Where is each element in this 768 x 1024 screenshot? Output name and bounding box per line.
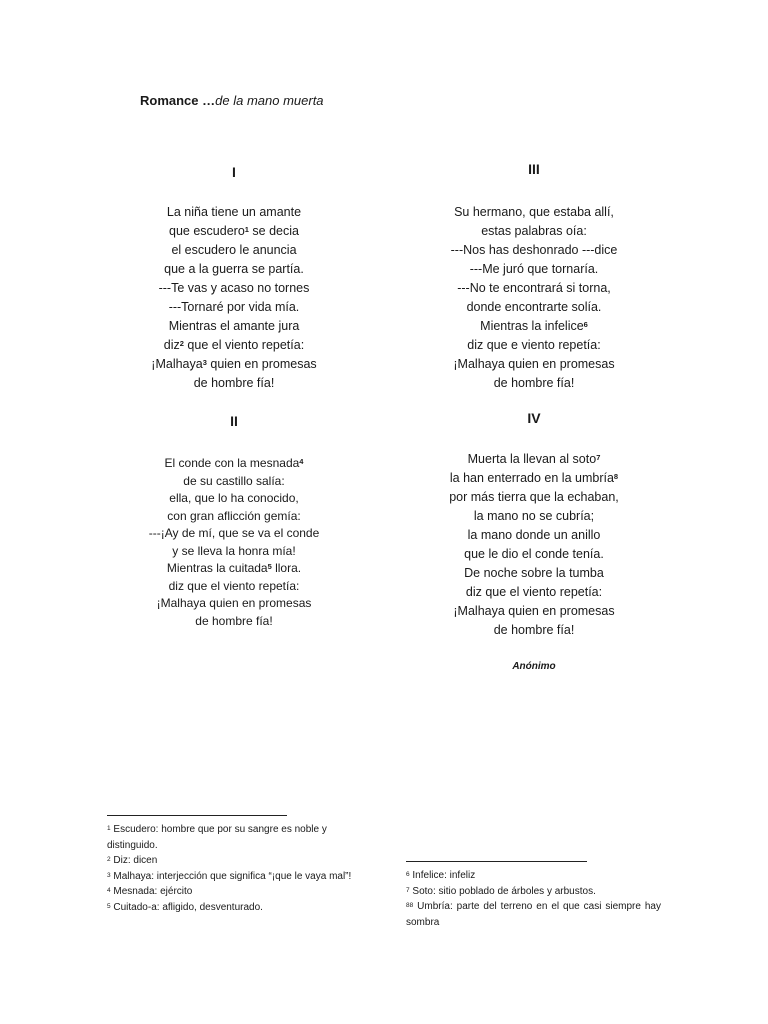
verse-text: y se lleva la honra mía! — [172, 543, 296, 558]
verse-line — [104, 473, 364, 491]
stanza-block-ii — [104, 413, 364, 630]
verse-text: El conde con la mesnada — [164, 456, 300, 470]
footnote-number: 2 — [107, 856, 111, 863]
verse-text-continued: llora. — [271, 561, 302, 575]
verse-text: ¡Malhaya quien en promesas — [453, 604, 615, 618]
footnote-divider-left — [107, 815, 287, 816]
verse-text: por más tierra que la echaban, — [449, 490, 619, 504]
poem-title — [140, 93, 324, 108]
verse-line — [104, 260, 364, 279]
footnotes-right — [406, 868, 661, 930]
verse-line — [404, 336, 664, 355]
footnote-number: 7 — [406, 886, 410, 894]
footnote — [107, 822, 365, 853]
footnote-ref: 1 — [244, 225, 249, 234]
footnote — [107, 853, 365, 869]
verse-line — [404, 374, 664, 393]
verse-text: La niña tiene un amante — [166, 205, 302, 219]
verse-line — [404, 602, 664, 621]
verse-text: ---Me juró que tornaría. — [469, 262, 599, 276]
verse-line — [104, 336, 364, 355]
verse-text: de su castillo salía: — [183, 473, 285, 488]
verse-text: estas palabras oía: — [481, 224, 587, 238]
verse-text: diz — [163, 338, 180, 352]
verse-line — [404, 526, 664, 545]
verse-text: Su hermano, que estaba allí, — [454, 205, 614, 219]
stanza-numeral: IV — [527, 410, 541, 426]
verse-line — [104, 317, 364, 336]
verse-line — [104, 455, 364, 473]
verse-line — [404, 564, 664, 583]
author-signature: Anónimo — [512, 661, 556, 672]
footnote — [107, 869, 365, 885]
footnote-divider-right — [406, 861, 587, 862]
verse-text: donde encontrarte solía. — [466, 300, 602, 314]
verse-text: de hombre fía! — [193, 376, 275, 390]
verse-line — [104, 543, 364, 561]
verse-text: diz que el viento repetía: — [465, 585, 603, 599]
verse-text: de hombre fía! — [195, 613, 273, 628]
stanza-lines — [404, 450, 664, 640]
verse-text: el escudero le anuncia — [171, 243, 297, 257]
verse-line — [404, 507, 664, 526]
footnote-ref: 7 — [596, 453, 601, 462]
title-italic: de la mano muerta — [215, 93, 324, 108]
verse-text: Muerta la llevan al soto — [467, 452, 597, 466]
verse-line — [404, 222, 664, 241]
footnote-number: 3 — [107, 871, 111, 879]
stanza-lines — [104, 203, 364, 393]
stanza-block-iv — [404, 410, 664, 640]
verse-line — [104, 355, 364, 374]
footnote-number: 88 — [406, 902, 414, 909]
verse-text: ---Nos has deshonrado ---dice — [450, 243, 618, 257]
stanza-lines — [404, 203, 664, 393]
verse-text: de hombre fía! — [493, 623, 575, 637]
verse-line — [404, 545, 664, 564]
footnote-ref: 4 — [299, 457, 304, 466]
verse-line — [404, 241, 664, 260]
verse-line — [104, 203, 364, 222]
verse-text: Mientras la infelice — [480, 319, 584, 333]
stanza-numeral: III — [528, 161, 540, 177]
verse-text: ---No te encontrará si torna, — [457, 281, 611, 295]
footnotes-left — [107, 822, 365, 915]
footnote — [107, 900, 365, 916]
footnote-text: Infelice: infeliz — [409, 870, 476, 881]
footnote — [107, 884, 365, 900]
verse-line — [104, 508, 364, 526]
footnote — [406, 884, 661, 900]
footnote-ref: 6 — [583, 320, 588, 329]
verse-text: de hombre fía! — [493, 376, 575, 390]
verse-text: De noche sobre la tumba — [464, 566, 604, 580]
verse-line — [104, 298, 364, 317]
verse-line — [404, 279, 664, 298]
verse-line — [104, 560, 364, 578]
verse-text: ---¡Ay de mí, que se va el conde — [148, 526, 320, 540]
verse-text: diz que e viento repetía: — [467, 338, 601, 352]
verse-line — [404, 621, 664, 640]
verse-line — [104, 578, 364, 596]
verse-text-continued: se decia — [248, 224, 299, 238]
verse-line — [104, 374, 364, 393]
verse-line — [404, 488, 664, 507]
verse-line — [404, 355, 664, 374]
footnote-number: 6 — [406, 871, 410, 878]
verse-text: Mientras el amante jura — [168, 319, 300, 333]
footnote-number: 5 — [107, 902, 111, 910]
verse-text: la mano no se cubría; — [473, 509, 595, 523]
verse-text: ella, que lo ha conocido, — [169, 491, 299, 505]
footnote-text: Umbría: parte del terreno en el que casi siempre hay sombra — [406, 901, 661, 928]
verse-text: ---Tornaré por vida mía. — [168, 300, 300, 314]
verse-text: ¡Malhaya quien en promesas — [453, 357, 615, 371]
verse-text-continued: quien en promesas — [206, 357, 317, 371]
title-bold: Romance … — [140, 93, 216, 108]
footnote-text: Diz: dicen — [110, 855, 158, 866]
footnote-text: Mesnada: ejército — [110, 886, 193, 897]
verse-line — [404, 203, 664, 222]
verse-text: que le dio el conde tenía. — [464, 547, 604, 561]
stanza-block-iii — [404, 161, 664, 393]
verse-text: que escudero — [169, 224, 245, 238]
footnote-ref: 5 — [267, 562, 272, 571]
verse-text: diz que el viento repetía: — [168, 578, 300, 593]
footnote-ref: 3 — [202, 358, 207, 367]
verse-text: ¡Malhaya quien en promesas — [156, 596, 312, 610]
footnote — [406, 899, 661, 930]
footnote — [406, 868, 661, 884]
verse-line — [104, 595, 364, 613]
verse-text: la mano donde un anillo — [467, 528, 601, 542]
verse-line — [104, 241, 364, 260]
verse-text-continued: que el viento repetía: — [183, 338, 305, 352]
verse-line — [404, 583, 664, 602]
verse-text: ¡Malhaya — [151, 357, 203, 371]
verse-line — [404, 450, 664, 469]
footnote-number: 4 — [107, 887, 111, 894]
footnote-ref: 8 — [613, 472, 619, 481]
verse-text: Mientras la cuitada — [166, 561, 268, 575]
stanza-block-i — [104, 164, 364, 393]
verse-line — [404, 317, 664, 336]
verse-text: que a la guerra se partía. — [164, 262, 304, 276]
verse-text: con gran aflicción gemía: — [167, 508, 301, 523]
verse-line — [104, 525, 364, 543]
stanza-numeral: II — [230, 413, 238, 429]
verse-line — [104, 222, 364, 241]
footnote-text: Soto: sitio poblado de árboles y arbustos. — [409, 885, 596, 897]
stanza-lines — [104, 455, 364, 630]
verse-line — [104, 490, 364, 508]
verse-line — [104, 279, 364, 298]
footnote-ref: 2 — [179, 339, 184, 348]
verse-line — [404, 260, 664, 279]
footnote-number: 1 — [107, 825, 111, 832]
verse-text: la han enterrado en la umbría — [449, 471, 614, 485]
verse-line — [404, 298, 664, 317]
verse-line — [404, 469, 664, 488]
verse-line — [104, 613, 364, 631]
footnote-text: Escudero: hombre que por su sangre es noble y distinguido. — [107, 824, 327, 851]
footnote-text: Malhaya: interjección que significa “¡que le vaya mal”! — [110, 870, 352, 882]
stanza-numeral: I — [232, 164, 236, 180]
footnote-text: Cuitado-a: afligido, desventurado. — [110, 901, 263, 913]
verse-text: ---Te vas y acaso no tornes — [158, 281, 310, 295]
